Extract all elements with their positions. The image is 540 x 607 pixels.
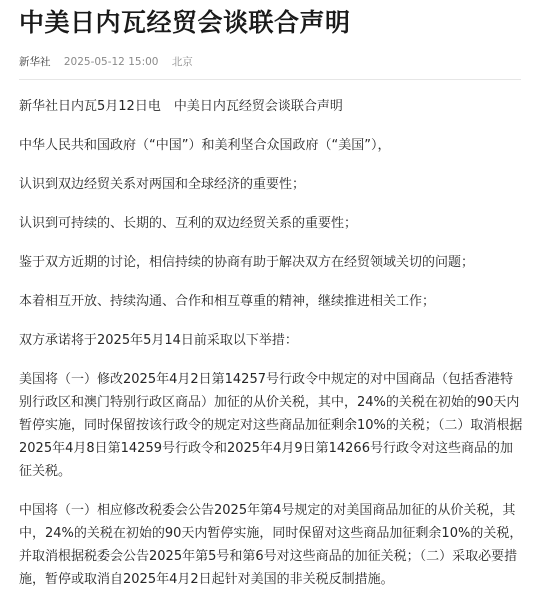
paragraph-considering: 鉴于双方近期的讨论，相信持续的协商有助于解决双方在经贸领域关切的问题； xyxy=(19,255,475,270)
paragraph-dateline: 新华社日内瓦5月12日电 中美日内瓦经贸会谈联合声明 xyxy=(19,99,343,114)
meta-divider xyxy=(19,79,521,80)
paragraph-recognition-2: 认识到可持续的、长期的、互利的双边经贸关系的重要性； xyxy=(19,216,358,231)
paragraph-us-measures: 美国将（一）修改2025年4月2日第14257号行政令中规定的对中国商品（包括香港特别行政区和澳门特别行政区商品）加征的从价关税，其中，24%的关税在初始的90天内暂停实施，同时保留按该行政令的规定对这些商品加征剩余10%的关税；（二）取消根据2025年4月8日第14259号行政令和2025年4月9日第14266号行政令对这些商品的加征关税。 xyxy=(19,372,523,479)
paragraph-recognition-1: 认识到双边经贸关系对两国和全球经济的重要性； xyxy=(19,177,306,192)
paragraph-commitment: 双方承诺将于2025年5月14日前采取以下举措： xyxy=(19,333,298,348)
article-body xyxy=(19,95,525,607)
article-datetime: 2025-05-12 15:00 xyxy=(63,56,159,68)
article-meta xyxy=(19,54,203,70)
article-title: 中美日内瓦经贸会谈联合声明 xyxy=(19,8,351,37)
article-location: 北京 xyxy=(171,56,193,68)
paragraph-parties: 中华人民共和国政府（“中国”）和美利坚合众国政府（“美国”）， xyxy=(19,138,391,153)
article-source[interactable]: 新华社 xyxy=(19,56,51,68)
paragraph-china-measures: 中国将（一）相应修改税委会公告2025年第4号规定的对美国商品加征的从价关税，其中，24%的关税在初始的90天内暂停实施，同时保留对这些商品加征剩余10%的关税，并取消根据税委会公告2025年第5号和第6号对这些商品的加征关税；（二）采取必要措施，暂停或取消自2025年4月2日起针对美国的非关税反制措施。 xyxy=(19,503,523,587)
paragraph-spirit: 本着相互开放、持续沟通、合作和相互尊重的精神，继续推进相关工作； xyxy=(19,294,436,309)
